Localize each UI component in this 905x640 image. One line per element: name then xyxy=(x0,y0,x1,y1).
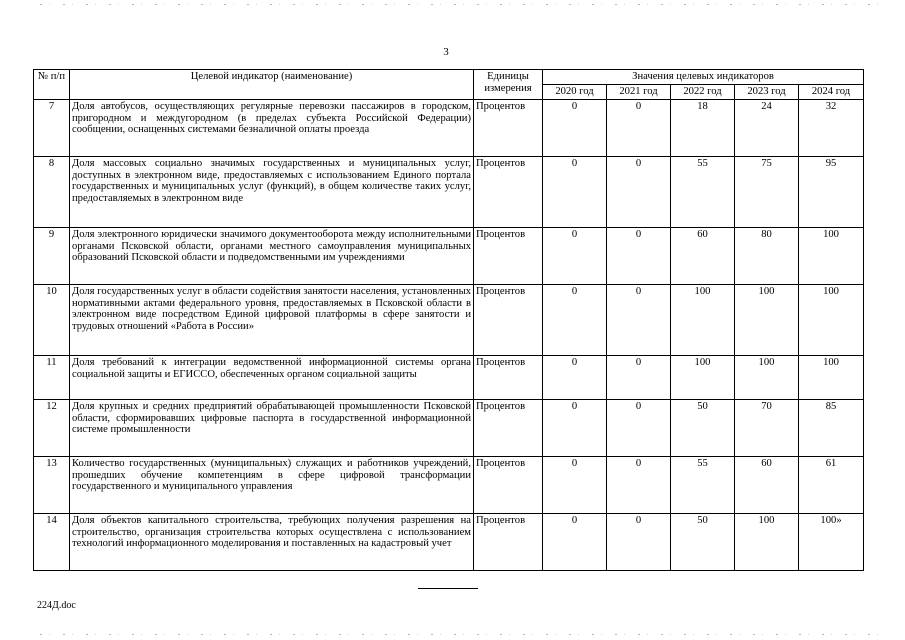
value-2024: 32 xyxy=(799,100,864,157)
value-2023: 70 xyxy=(735,400,799,457)
table-row xyxy=(34,356,864,400)
table-row xyxy=(34,100,864,157)
row-indicator-name: Доля государственных услуг в области содействия занятости населения, установленных нормативными актами федерального уровня, предоставляемых в Псковской области в электронном виде посредством Единой цифровой платформы в сфере занятости и трудовых отношений «Работа в России» xyxy=(70,285,474,356)
row-num: 9 xyxy=(34,228,70,285)
footer-divider xyxy=(418,588,478,589)
value-2020: 0 xyxy=(543,285,607,356)
header-year: 2020 год xyxy=(543,85,607,100)
table-row xyxy=(34,285,864,356)
value-2021: 0 xyxy=(607,285,671,356)
table-row xyxy=(34,514,864,571)
value-2020: 0 xyxy=(543,400,607,457)
row-num: 7 xyxy=(34,100,70,157)
scan-edge-bottom xyxy=(40,634,880,635)
row-unit: Процентов xyxy=(474,285,543,356)
value-2020: 0 xyxy=(543,457,607,514)
row-unit: Процентов xyxy=(474,356,543,400)
value-2023: 60 xyxy=(735,457,799,514)
value-2022: 100 xyxy=(671,356,735,400)
value-2020: 0 xyxy=(543,157,607,228)
row-indicator-name: Количество государственных (муниципальных) служащих и работников учреждений, прошедших обучение компетенциям в сфере цифровой трансформации государственного и муниципального управления xyxy=(70,457,474,514)
value-2021: 0 xyxy=(607,457,671,514)
value-2020: 0 xyxy=(543,356,607,400)
value-2022: 50 xyxy=(671,400,735,457)
header-unit: Единицы измерения xyxy=(474,70,543,100)
value-2023: 100 xyxy=(735,356,799,400)
scan-edge-top xyxy=(40,4,880,5)
value-2024: 100» xyxy=(799,514,864,571)
value-2022: 60 xyxy=(671,228,735,285)
row-indicator-name: Доля массовых социально значимых государственных и муниципальных услуг, доступных в электронном виде, предоставляемых с использованием Единого портала государственных и муниципальных услуг (функций), в общем количестве таких услуг, предоставляемых в электронном виде xyxy=(70,157,474,228)
value-2021: 0 xyxy=(607,100,671,157)
row-num: 12 xyxy=(34,400,70,457)
value-2023: 75 xyxy=(735,157,799,228)
value-2020: 0 xyxy=(543,514,607,571)
row-indicator-name: Доля автобусов, осуществляющих регулярные перевозки пассажиров в городском, пригородном и междугородном (в пределах субъекта Российской Федерации) сообщении, оснащенных системами безналичной оплаты проезда xyxy=(70,100,474,157)
row-indicator-name: Доля электронного юридически значимого документооборота между исполнительными органами Псковской области, органами местного самоуправления муниципальных образований Псковской области и подведомственными им учреждениями xyxy=(70,228,474,285)
value-2023: 100 xyxy=(735,285,799,356)
row-num: 10 xyxy=(34,285,70,356)
header-year: 2023 год xyxy=(735,85,799,100)
value-2021: 0 xyxy=(607,400,671,457)
value-2024: 95 xyxy=(799,157,864,228)
row-unit: Процентов xyxy=(474,514,543,571)
row-unit: Процентов xyxy=(474,157,543,228)
header-year: 2021 год xyxy=(607,85,671,100)
page-number: 3 xyxy=(443,46,449,58)
row-indicator-name: Доля объектов капитального строительства, требующих получения разрешения на строительство, организация строительства которых осуществлена с использованием технологий информационного моделирования и поставленных на кадастровый учет xyxy=(70,514,474,571)
value-2022: 55 xyxy=(671,157,735,228)
value-2022: 55 xyxy=(671,457,735,514)
row-unit: Процентов xyxy=(474,228,543,285)
indicators-table xyxy=(33,69,864,571)
table-row xyxy=(34,400,864,457)
table-body xyxy=(34,100,864,571)
value-2021: 0 xyxy=(607,514,671,571)
value-2023: 100 xyxy=(735,514,799,571)
value-2024: 100 xyxy=(799,285,864,356)
document-filename: 224Д.doc xyxy=(37,600,76,611)
header-values-group: Значения целевых индикаторов xyxy=(543,70,864,85)
value-2020: 0 xyxy=(543,228,607,285)
header-year: 2024 год xyxy=(799,85,864,100)
table-row xyxy=(34,157,864,228)
value-2022: 50 xyxy=(671,514,735,571)
table-row xyxy=(34,228,864,285)
value-2021: 0 xyxy=(607,228,671,285)
row-unit: Процентов xyxy=(474,400,543,457)
row-indicator-name: Доля требований к интеграции ведомственной информационной системы органа социальной защиты и ЕГИССО, обеспеченных органом социальной защиты xyxy=(70,356,474,400)
value-2024: 100 xyxy=(799,356,864,400)
value-2023: 80 xyxy=(735,228,799,285)
header-year: 2022 год xyxy=(671,85,735,100)
value-2021: 0 xyxy=(607,356,671,400)
value-2021: 0 xyxy=(607,157,671,228)
value-2020: 0 xyxy=(543,100,607,157)
header-name: Целевой индикатор (наименование) xyxy=(70,70,474,100)
table-header xyxy=(34,70,864,100)
row-unit: Процентов xyxy=(474,100,543,157)
table-row xyxy=(34,457,864,514)
value-2023: 24 xyxy=(735,100,799,157)
row-indicator-name: Доля крупных и средних предприятий обрабатывающей промышленности Псковской области, сформировавших цифровые паспорта в государственной информационной системе промышленности xyxy=(70,400,474,457)
row-num: 8 xyxy=(34,157,70,228)
row-num: 13 xyxy=(34,457,70,514)
row-num: 14 xyxy=(34,514,70,571)
header-num: № п/п xyxy=(34,70,70,100)
row-unit: Процентов xyxy=(474,457,543,514)
value-2022: 100 xyxy=(671,285,735,356)
value-2024: 100 xyxy=(799,228,864,285)
row-num: 11 xyxy=(34,356,70,400)
value-2022: 18 xyxy=(671,100,735,157)
value-2024: 85 xyxy=(799,400,864,457)
value-2024: 61 xyxy=(799,457,864,514)
